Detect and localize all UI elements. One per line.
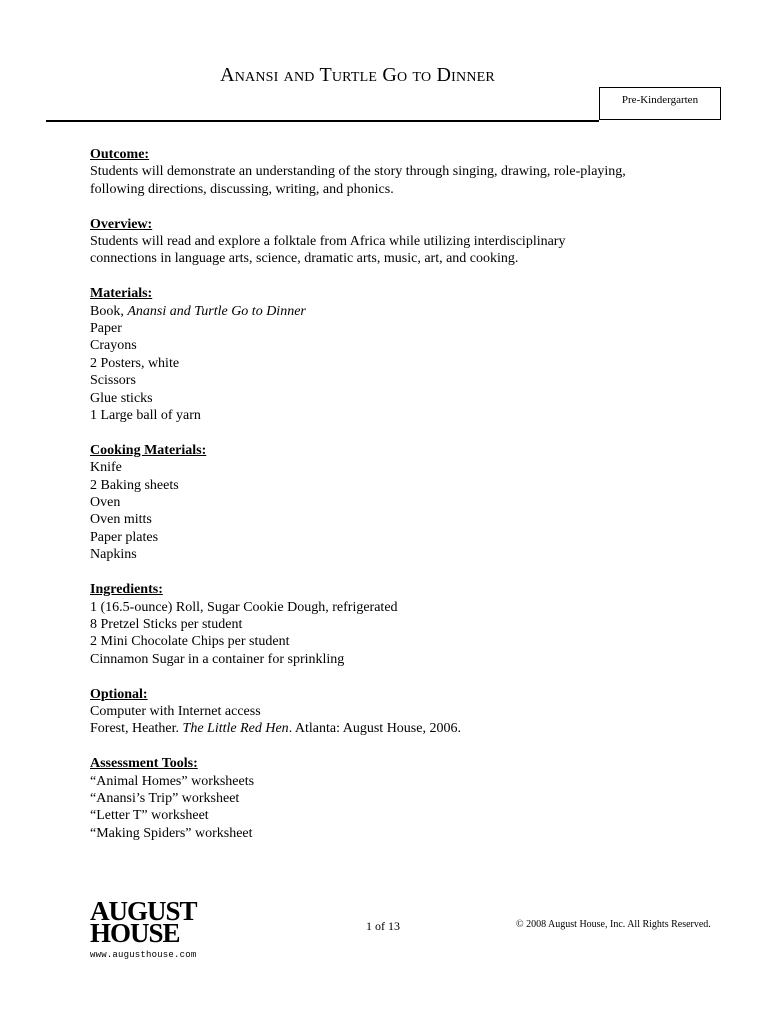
august-house-logo bbox=[90, 896, 200, 970]
assessment-item: “Animal Homes” worksheets bbox=[90, 773, 255, 789]
materials-item: 1 Large ball of yarn bbox=[90, 408, 201, 424]
materials-heading: Materials: bbox=[90, 286, 153, 302]
materials-item: 2 Posters, white bbox=[90, 355, 180, 371]
cooking-item: Oven mitts bbox=[90, 512, 152, 528]
overview-text-line: connections in language arts, science, dramatic arts, music, art, and cooking. bbox=[90, 251, 519, 267]
ingredient-item: 1 (16.5-ounce) Roll, Sugar Cookie Dough, refrigerated bbox=[90, 599, 398, 615]
ingredient-item: 8 Pretzel Sticks per student bbox=[90, 616, 243, 632]
materials-item-book bbox=[90, 303, 730, 320]
grade-level-box: Pre-Kindergarten bbox=[599, 87, 721, 120]
ingredients-section bbox=[90, 581, 730, 668]
cooking-item: Knife bbox=[90, 460, 122, 476]
outcome-section bbox=[90, 146, 730, 198]
outcome-text-line: Students will demonstrate an understanding of the story through singing, drawing, role-playing, bbox=[90, 164, 626, 180]
page-number: 1 of 13 bbox=[366, 919, 400, 933]
optional-item: Computer with Internet access bbox=[90, 703, 261, 719]
optional-section bbox=[90, 686, 730, 738]
cooking-materials-heading: Cooking Materials: bbox=[90, 442, 207, 458]
materials-item: Crayons bbox=[90, 338, 137, 354]
cooking-item: Oven bbox=[90, 495, 121, 511]
reference-publisher: . Atlanta: August House, 2006. bbox=[288, 721, 461, 737]
optional-heading: Optional: bbox=[90, 686, 148, 702]
reference-title: The Little Red Hen bbox=[182, 721, 289, 737]
book-prefix: Book, bbox=[90, 303, 128, 319]
document-title: Anansi and Turtle Go to Dinner bbox=[220, 64, 495, 86]
outcome-text-line: following directions, discussing, writing, and phonics. bbox=[90, 181, 394, 197]
overview-heading: Overview: bbox=[90, 216, 153, 232]
copyright-notice: © 2008 August House, Inc. All Rights Reserved. bbox=[516, 919, 711, 930]
reference-author: Forest, Heather. bbox=[90, 721, 183, 737]
overview-section bbox=[90, 216, 730, 268]
logo-line-august: AUGUST bbox=[90, 896, 197, 926]
cooking-item: Napkins bbox=[90, 547, 137, 563]
logo-line-house: HOUSE bbox=[90, 918, 180, 948]
cooking-item: Paper plates bbox=[90, 529, 159, 545]
ingredient-item: 2 Mini Chocolate Chips per student bbox=[90, 634, 290, 650]
materials-section bbox=[90, 285, 730, 424]
assessment-section bbox=[90, 755, 730, 842]
assessment-item: “Anansi’s Trip” worksheet bbox=[90, 790, 240, 806]
ingredients-heading: Ingredients: bbox=[90, 582, 163, 598]
assessment-heading: Assessment Tools: bbox=[90, 756, 198, 772]
lesson-content bbox=[90, 146, 730, 860]
cooking-item: 2 Baking sheets bbox=[90, 477, 179, 493]
book-title: Anansi and Turtle Go to Dinner bbox=[127, 303, 306, 319]
overview-text-line: Students will read and explore a folktale from Africa while utilizing interdisciplinary bbox=[90, 234, 566, 250]
materials-item: Scissors bbox=[90, 373, 136, 389]
outcome-heading: Outcome: bbox=[90, 147, 150, 162]
materials-item: Glue sticks bbox=[90, 390, 153, 406]
materials-item: Paper bbox=[90, 321, 122, 337]
title-rule bbox=[46, 120, 599, 122]
ingredient-item: Cinnamon Sugar in a container for sprinkling bbox=[90, 651, 345, 667]
assessment-item: “Letter T” worksheet bbox=[90, 808, 209, 824]
assessment-item: “Making Spiders” worksheet bbox=[90, 825, 253, 841]
cooking-materials-section bbox=[90, 442, 730, 564]
logo-url: www.augusthouse.com bbox=[90, 950, 197, 960]
optional-reference bbox=[90, 720, 730, 737]
